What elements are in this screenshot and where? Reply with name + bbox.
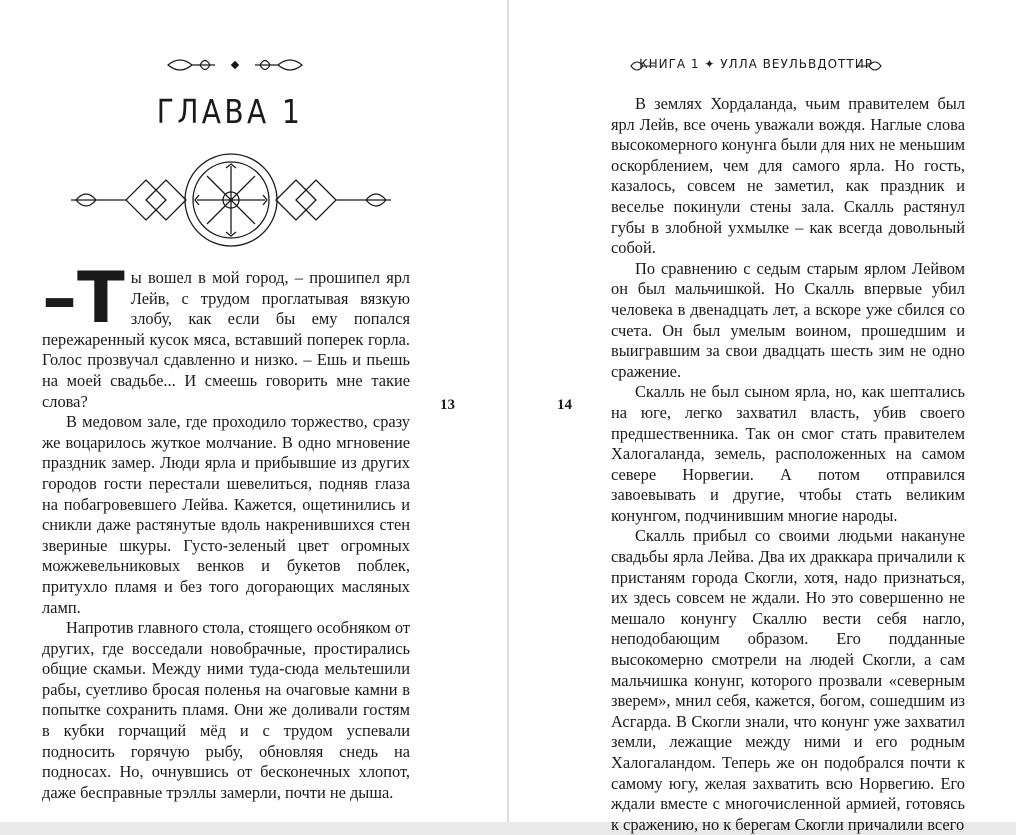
paragraph: Скалль прибыл со своими людьми накануне свадьбы ярла Лейва. Два их драккара причалили к пристаням города Скогли, хотя, надо признаться, их здесь совсем не ждали. Но это совершенно не мешало конунгу Скаллю вести себя нагло, неподобающим образом. Его подданные высокомерно смотрели на людей Скогли, а сам мальчишка конунг, которого прозвали «северным зверем», мнил себя, кажется, богом, сошедшим из Асгарда. В Скогли знали, что конунг уже захватил земли, лежащие между ними и его родным Халогаландом. Теперь же он подобрался почти к самому югу, желая захватить всю Норвегию. Его ждали вместе с многочисленной армией, готовясь к сражению, но к берегам Скогли причалили всего: [611, 526, 965, 834]
vegvisir-emblem-icon: [66, 150, 396, 250]
paragraph: Напротив главного стола, стоящего особняком от других, где восседали новобрачные, простирались общие скамьи. Между ними туда-сюда мельтешили рабы, суетливо бросая поленья на очаговые камни в попытке сохранить пламя. Они же доливали гостям в кубки горчащий мёд и с трудом успевали подносить горячую рыбу, обновляя снедь на подносах. Но, очнувшись от бесконечных хлопот, даже бесправные трэллы замерли, почти не дыша.: [42, 618, 410, 802]
page-number-left: 13: [440, 397, 455, 413]
opening-paragraph: [42, 257, 410, 412]
left-page-text: [42, 257, 410, 803]
paragraph: В землях Хордаланда, чьим правителем был ярл Лейв, все очень уважали вождя. Наглые слова высокомерного конунга были для них не меньшим оскорблением, чем для самого ярла. Но гость, казалось, совсем не заметил, как праздник и веселье покинули стены зала. Скалль растянул губы в злобной ухмылке – как всегда довольный собой.: [611, 94, 966, 258]
running-head: [631, 53, 881, 79]
right-page: [509, 0, 1016, 834]
right-page-text: [611, 94, 965, 835]
page-number-right: 14: [557, 397, 572, 413]
paragraph: Скалль не был сыном ярла, но, как шептались на юге, легко захватил власть, убив своего предшественника. Так он смог стать правителем Халогаланда, земель, расположенных на самом севере Норвегии. А потом отправился завоевывать и другие, чтобы стать великим конунгом, подчинившим многие народы.: [611, 382, 965, 525]
left-page: [0, 0, 507, 822]
chapter-title: ГЛАВА 1: [156, 92, 304, 131]
paragraph: По сравнению с седым старым ярлом Лейвом он был мальчишкой. Но Скалль впервые убил человека в двенадцать лет, а вскоре уже сбился со счета. Он был умелым воином, прошедшим и выигравшим за свои двадцать шесть зим не одно сражение.: [611, 258, 965, 381]
paragraph: В медовом зале, где проходило торжество, сразу же воцарилось жуткое молчание. В одно мгновение праздник замер. Люди ярла и прибывшие из других городов гости перестали шевелиться, подняв глаза на побагровевшего Лейва. Кажется, ощетинились и сникли даже растянутые вдоль накренившихся стен звериные шкуры. Густо-зеленый цвет огромных можжевельниковых венков и букетов поблек, притухло пламя и без того догорающих масляных ламп.: [42, 412, 410, 617]
drop-cap: –Т: [42, 257, 125, 339]
floral-divider-ornament: [160, 50, 310, 80]
running-head-text: КНИГА 1 ✦ УЛЛА ВЕУЛЬВДОТТИР: [639, 57, 873, 71]
opening-paragraph-text: ы вошел в мой город, – прошипел ярл Лейв, с трудом проглатывая вязкую злобу, как если бы ему попался пережаренный кусок мяса, вставший поперек горла. Голос прозвучал сдавленно и низко. – Ешь и пьешь на моей свадьбе... И смеешь говорить мне такие слова?: [42, 268, 410, 411]
